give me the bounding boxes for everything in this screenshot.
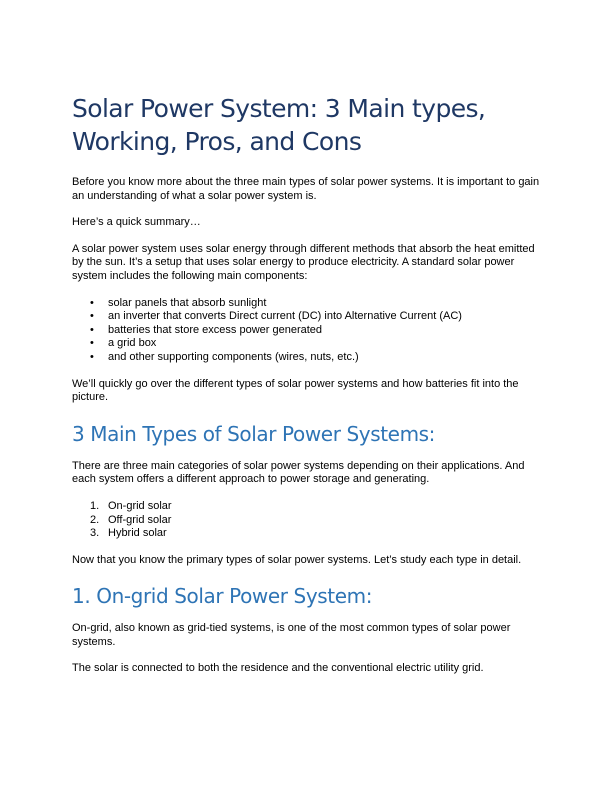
intro-paragraph-1: Before you know more about the three main types of solar power systems. It is important to gain an understanding of what a solar power system is.: [72, 176, 540, 202]
intro-paragraph-3: A solar power system uses solar energy through different methods that absorb the heat emitted by the sun. It’s a setup that uses solar energy to produce electricity. A standard solar power system includes the following main components:: [72, 242, 535, 282]
components-followup-paragraph: We’ll quickly go over the different types of solar power systems and how batteries fit into the picture.: [72, 377, 519, 404]
list-number: 1.: [90, 499, 100, 512]
list-item: [72, 514, 542, 528]
components-list: [72, 297, 542, 365]
list-item-label: Off-grid solar: [108, 513, 172, 526]
types-list: [72, 500, 542, 541]
list-item: • an inverter that converts Direct current (DC) into Alternative Current (AC): [72, 310, 542, 324]
list-item: [72, 527, 542, 541]
list-item: [72, 500, 542, 514]
list-item: • solar panels that absorb sunlight: [72, 297, 542, 311]
types-closing-paragraph: Now that you know the primary types of solar power systems. Let’s study each type in detail.: [72, 553, 522, 566]
types-intro-paragraph: There are three main categories of solar power systems depending on their applications. And each system offers a different approach to power storage and generating.: [72, 459, 525, 486]
on-grid-paragraph-2: The solar is connected to both the residence and the conventional electric utility grid.: [72, 662, 484, 675]
list-item-label: On-grid solar: [108, 499, 172, 512]
document-body: [72, 92, 542, 689]
section-heading-on-grid: 1. On-grid Solar Power System:: [72, 584, 373, 609]
list-number: 2.: [90, 513, 100, 526]
on-grid-paragraph-1: On-grid, also known as grid-tied systems, is one of the most common types of solar power systems.: [72, 622, 511, 648]
page-title: Solar Power System: 3 Main types, Working, Pros, and Cons: [72, 94, 486, 156]
list-item: • a grid box: [72, 337, 542, 351]
list-item-label: Hybrid solar: [108, 527, 167, 540]
intro-paragraph-2: Here’s a quick summary…: [72, 216, 201, 229]
list-item: • and other supporting components (wires, nuts, etc.): [72, 351, 542, 365]
list-number: 3.: [90, 527, 100, 540]
list-item: • batteries that store excess power generated: [72, 324, 542, 338]
section-heading-types: 3 Main Types of Solar Power Systems:: [72, 421, 436, 446]
